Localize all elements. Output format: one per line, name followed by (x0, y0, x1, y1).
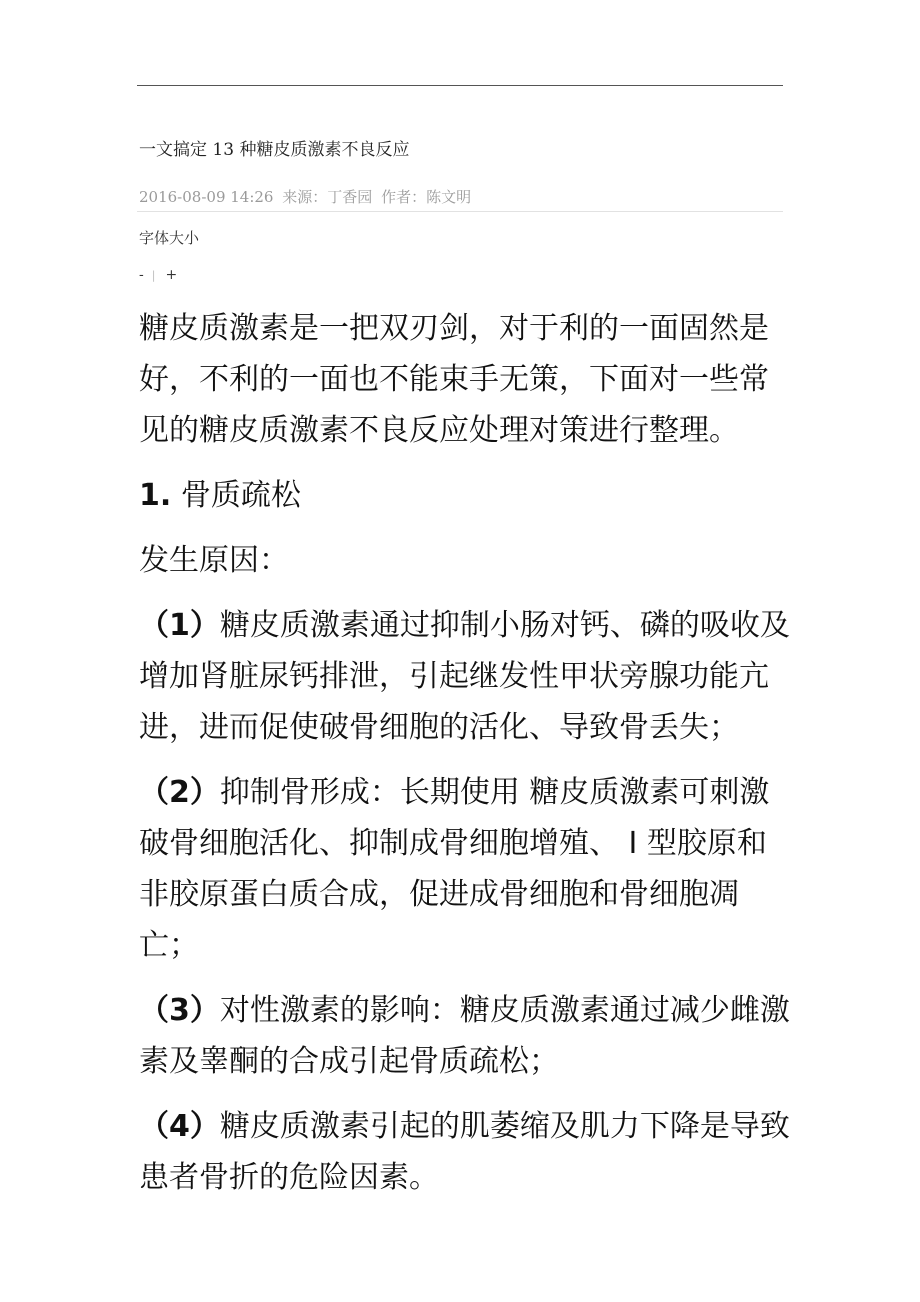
item-text: 糖皮质激素引起的肌萎缩及肌力下降是导致患者骨折的危险因素。 (139, 1109, 790, 1195)
section-heading (139, 470, 791, 521)
list-item (139, 1101, 791, 1203)
item-text: 对性激素的影响：糖皮质激素通过减少雌激素及睾酮的合成引起骨质疏松； (139, 993, 790, 1079)
article-body (139, 303, 791, 1217)
section-title: 骨质疏松 (180, 478, 301, 513)
article-author: 作者：陈文明 (381, 188, 472, 206)
item-text: 糖皮质激素通过抑制小肠对钙、磷的吸收及增加肾脏尿钙排泄，引起继发性甲状旁腺功能亢进，进而促使破骨细胞的活化、导致骨丢失； (139, 608, 790, 745)
cause-label: 发生原因： (139, 543, 289, 578)
meta-divider (137, 211, 783, 212)
publish-datetime: 2016-08-09 14:26 (139, 188, 274, 206)
font-size-label: 字体大小 (139, 229, 200, 247)
list-item (139, 985, 791, 1087)
item-number: （4） (139, 1109, 220, 1144)
font-increase-button[interactable]: + (165, 267, 178, 283)
font-size-controls (139, 267, 177, 283)
article-source: 来源：丁香园 (282, 188, 373, 206)
list-item (139, 600, 791, 753)
section-number: 1. (139, 478, 172, 513)
item-number: （2） (139, 775, 220, 810)
top-divider (137, 85, 783, 86)
item-number: （1） (139, 608, 220, 643)
article-meta (139, 186, 475, 207)
item-number: （3） (139, 993, 220, 1028)
font-decrease-button[interactable]: - (139, 267, 144, 283)
list-item (139, 767, 791, 971)
article-title: 一文搞定 13 种糖皮质激素不良反应 (139, 140, 410, 160)
font-control-separator: | (151, 269, 156, 282)
item-text: 抑制骨形成：长期使用 糖皮质激素可刺激破骨细胞活化、抑制成骨细胞增殖、 I 型胶原和非胶原蛋白质合成，促进成骨细胞和骨细胞凋亡； (139, 775, 770, 963)
intro-paragraph: 糖皮质激素是一把双刃剑，对于利的一面固然是好，不利的一面也不能束手无策，下面对一些常见的糖皮质激素不良反应处理对策进行整理。 (139, 311, 769, 448)
